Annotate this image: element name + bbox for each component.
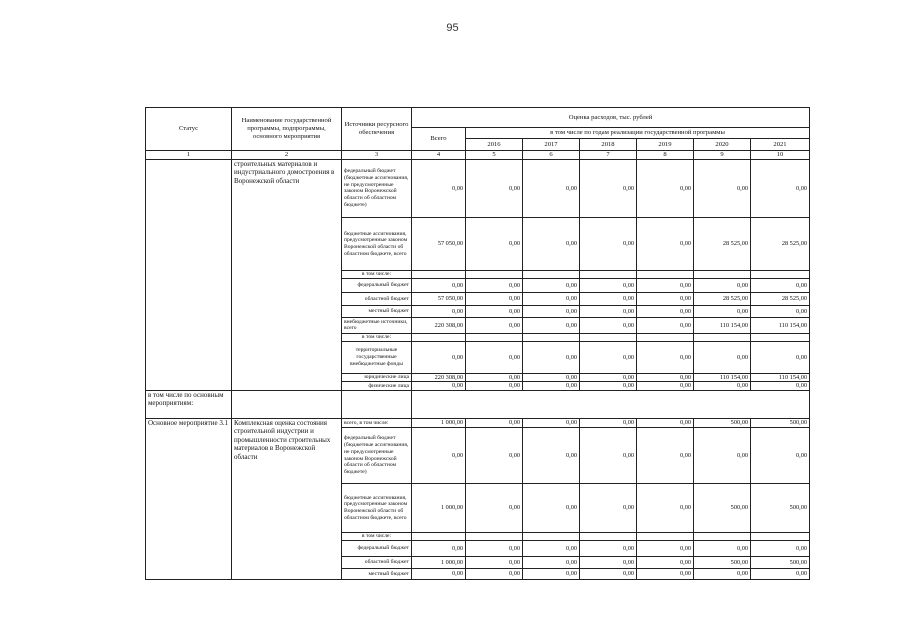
value-cell: 0,00 <box>637 278 694 292</box>
value-cell: 220 308,00 <box>412 317 466 333</box>
empty-cell <box>342 391 412 419</box>
value-cell: 0,00 <box>412 159 466 217</box>
value-cell: 0,00 <box>694 382 751 391</box>
source-cell: физические лица <box>342 382 412 391</box>
value-cell: 0,00 <box>637 341 694 373</box>
value-cell: 0,00 <box>580 278 637 292</box>
value-cell: 1 000,00 <box>412 557 466 569</box>
value-cell: 0,00 <box>751 159 810 217</box>
value-cell: 0,00 <box>694 341 751 373</box>
value-cell: 0,00 <box>412 541 466 557</box>
value-cell: 0,00 <box>523 419 580 428</box>
source-cell: федеральный бюджет (бюджетные ассигнования, не предусмотренные законом Воронежской области об областном бюджете) <box>342 159 412 217</box>
value-cell <box>466 533 523 541</box>
value-cell: 0,00 <box>412 428 466 484</box>
header-year: 2017 <box>523 139 580 151</box>
value-cell <box>637 333 694 341</box>
value-cell: 0,00 <box>523 557 580 569</box>
empty-cell <box>232 391 342 419</box>
value-cell: 0,00 <box>523 373 580 382</box>
status-cell: Основное мероприятие 3.1 <box>146 419 232 580</box>
source-cell: федеральный бюджет <box>342 541 412 557</box>
value-cell: 500,00 <box>751 419 810 428</box>
value-cell <box>694 333 751 341</box>
value-cell: 0,00 <box>523 159 580 217</box>
col-number: 2 <box>232 151 342 160</box>
value-cell: 0,00 <box>637 557 694 569</box>
header-year: 2018 <box>580 139 637 151</box>
value-cell: 0,00 <box>637 428 694 484</box>
value-cell: 0,00 <box>412 382 466 391</box>
value-cell: 500,00 <box>694 419 751 428</box>
value-cell: 0,00 <box>637 217 694 270</box>
value-cell <box>523 333 580 341</box>
value-cell: 0,00 <box>580 484 637 533</box>
value-cell: 0,00 <box>580 373 637 382</box>
value-cell <box>694 533 751 541</box>
header-by-years: в том числе по годам реализации государственной программы <box>466 128 810 139</box>
source-cell: бюджетные ассигнования, предусмотренные законом Воронежской области об областном бюджете, всего <box>342 484 412 533</box>
value-cell: 0,00 <box>466 373 523 382</box>
value-cell: 0,00 <box>580 541 637 557</box>
value-cell: 0,00 <box>580 159 637 217</box>
value-cell: 500,00 <box>751 484 810 533</box>
value-cell: 0,00 <box>694 159 751 217</box>
source-cell: в том числе: <box>342 333 412 341</box>
value-cell: 0,00 <box>466 159 523 217</box>
value-cell <box>523 533 580 541</box>
value-cell: 0,00 <box>580 557 637 569</box>
value-cell: 0,00 <box>637 484 694 533</box>
value-cell: 0,00 <box>412 569 466 580</box>
value-cell: 28 525,00 <box>694 292 751 305</box>
table-row <box>146 419 810 428</box>
col-number: 6 <box>523 151 580 160</box>
value-cell <box>751 533 810 541</box>
value-cell: 0,00 <box>751 341 810 373</box>
value-cell: 500,00 <box>694 557 751 569</box>
header-year: 2019 <box>637 139 694 151</box>
source-cell: юридические лица <box>342 373 412 382</box>
value-cell <box>412 333 466 341</box>
value-cell: 0,00 <box>580 341 637 373</box>
value-cell: 0,00 <box>523 428 580 484</box>
value-cell <box>637 533 694 541</box>
source-cell: в том числе: <box>342 270 412 278</box>
value-cell: 0,00 <box>580 382 637 391</box>
source-cell: федеральный бюджет (бюджетные ассигнования, не предусмотренные законом Воронежской области об областном бюджете) <box>342 428 412 484</box>
value-cell: 0,00 <box>523 305 580 317</box>
value-cell: 0,00 <box>523 217 580 270</box>
value-cell <box>580 333 637 341</box>
source-cell: областной бюджет <box>342 557 412 569</box>
col-number: 1 <box>146 151 232 160</box>
source-cell: бюджетные ассигнования, предусмотренные законом Воронежской области об областном бюджете, всего <box>342 217 412 270</box>
value-cell: 1 000,00 <box>412 419 466 428</box>
value-cell: 0,00 <box>466 484 523 533</box>
source-cell: в том числе: <box>342 533 412 541</box>
value-cell: 0,00 <box>466 419 523 428</box>
value-cell <box>412 533 466 541</box>
header-year: 2020 <box>694 139 751 151</box>
value-cell: 28 525,00 <box>751 217 810 270</box>
col-number: 10 <box>751 151 810 160</box>
value-cell <box>466 333 523 341</box>
value-cell: 0,00 <box>523 541 580 557</box>
value-cell: 0,00 <box>466 428 523 484</box>
value-cell: 0,00 <box>694 428 751 484</box>
header-status: Статус <box>146 108 232 151</box>
table-row <box>146 159 810 217</box>
value-cell: 0,00 <box>751 382 810 391</box>
value-cell <box>637 270 694 278</box>
value-cell: 0,00 <box>580 419 637 428</box>
value-cell: 0,00 <box>523 317 580 333</box>
value-cell: 0,00 <box>466 305 523 317</box>
value-cell: 0,00 <box>637 317 694 333</box>
source-cell: областной бюджет <box>342 292 412 305</box>
header-name: Наименование государственной программы, подпрограммы, основного мероприятия <box>232 108 342 151</box>
value-cell: 0,00 <box>466 278 523 292</box>
value-cell: 0,00 <box>637 305 694 317</box>
value-cell: 0,00 <box>637 382 694 391</box>
header-year: 2016 <box>466 139 523 151</box>
value-cell: 0,00 <box>694 278 751 292</box>
section-label: в том числе по основным мероприятиям: <box>146 391 232 419</box>
program-name: Комплексная оценка состояния строительной индустрии и промышленности строительных материалов в Воронежской области <box>232 419 342 580</box>
program-name: строительных материалов и индустриального домостроения в Воронежской области <box>232 159 342 390</box>
value-cell: 110 154,00 <box>751 373 810 382</box>
value-cell: 28 525,00 <box>751 292 810 305</box>
source-cell: всего, в том числе: <box>342 419 412 428</box>
value-cell: 0,00 <box>751 305 810 317</box>
value-cell <box>523 270 580 278</box>
value-cell: 0,00 <box>580 292 637 305</box>
value-cell: 0,00 <box>694 305 751 317</box>
header-year: 2021 <box>751 139 810 151</box>
value-cell: 0,00 <box>580 305 637 317</box>
value-cell: 0,00 <box>637 292 694 305</box>
value-cell: 0,00 <box>523 341 580 373</box>
value-cell: 0,00 <box>580 217 637 270</box>
col-number: 9 <box>694 151 751 160</box>
value-cell: 0,00 <box>466 382 523 391</box>
value-cell: 0,00 <box>466 341 523 373</box>
value-cell: 110 154,00 <box>694 317 751 333</box>
col-number: 7 <box>580 151 637 160</box>
value-cell <box>751 333 810 341</box>
value-cell: 0,00 <box>751 569 810 580</box>
section-row <box>146 391 810 419</box>
value-cell: 0,00 <box>637 159 694 217</box>
col-number: 4 <box>412 151 466 160</box>
value-cell: 0,00 <box>412 341 466 373</box>
value-cell: 0,00 <box>637 569 694 580</box>
value-cell: 0,00 <box>751 428 810 484</box>
budget-table <box>145 107 810 580</box>
value-cell: 0,00 <box>523 292 580 305</box>
value-cell <box>466 270 523 278</box>
value-cell: 0,00 <box>694 569 751 580</box>
header-estimate: Оценка расходов, тыс. рублей <box>412 108 810 128</box>
col-number: 3 <box>342 151 412 160</box>
value-cell: 0,00 <box>466 317 523 333</box>
value-cell: 0,00 <box>466 541 523 557</box>
value-cell <box>751 270 810 278</box>
value-cell: 1 000,00 <box>412 484 466 533</box>
header-sources: Источники ресурсного обеспечения <box>342 108 412 151</box>
value-cell: 500,00 <box>694 484 751 533</box>
value-cell: 0,00 <box>412 305 466 317</box>
source-cell: местный бюджет <box>342 305 412 317</box>
status-cell <box>146 159 232 390</box>
value-cell: 0,00 <box>580 428 637 484</box>
value-cell: 57 050,00 <box>412 292 466 305</box>
value-cell: 0,00 <box>751 278 810 292</box>
value-cell: 57 050,00 <box>412 217 466 270</box>
value-cell: 0,00 <box>523 278 580 292</box>
value-cell: 110 154,00 <box>694 373 751 382</box>
value-cell: 0,00 <box>637 541 694 557</box>
header-total: Всего <box>412 128 466 151</box>
value-cell: 0,00 <box>466 569 523 580</box>
source-cell: федеральный бюджет <box>342 278 412 292</box>
value-cell <box>580 270 637 278</box>
value-cell: 0,00 <box>637 373 694 382</box>
value-cell <box>694 270 751 278</box>
value-cell: 0,00 <box>466 557 523 569</box>
value-cell: 0,00 <box>580 569 637 580</box>
value-cell: 500,00 <box>751 557 810 569</box>
col-number: 5 <box>466 151 523 160</box>
value-cell: 0,00 <box>523 569 580 580</box>
value-cell: 0,00 <box>412 278 466 292</box>
source-cell: местный бюджет <box>342 569 412 580</box>
value-cell: 110 154,00 <box>751 317 810 333</box>
value-cell <box>580 533 637 541</box>
value-cell: 0,00 <box>523 382 580 391</box>
header-col-numbers <box>146 151 810 160</box>
value-cell: 0,00 <box>694 541 751 557</box>
value-cell: 0,00 <box>580 317 637 333</box>
value-cell: 0,00 <box>637 419 694 428</box>
source-cell: территориальные государственные внебюджетные фонды <box>342 341 412 373</box>
source-cell: внебюджетные источники, всего <box>342 317 412 333</box>
header-row-1 <box>146 108 810 128</box>
page-number: 95 <box>446 22 459 34</box>
empty-cell <box>412 391 810 419</box>
value-cell: 28 525,00 <box>694 217 751 270</box>
value-cell: 220 308,00 <box>412 373 466 382</box>
value-cell <box>412 270 466 278</box>
value-cell: 0,00 <box>466 292 523 305</box>
col-number: 8 <box>637 151 694 160</box>
value-cell: 0,00 <box>523 484 580 533</box>
value-cell: 0,00 <box>466 217 523 270</box>
value-cell: 0,00 <box>751 541 810 557</box>
